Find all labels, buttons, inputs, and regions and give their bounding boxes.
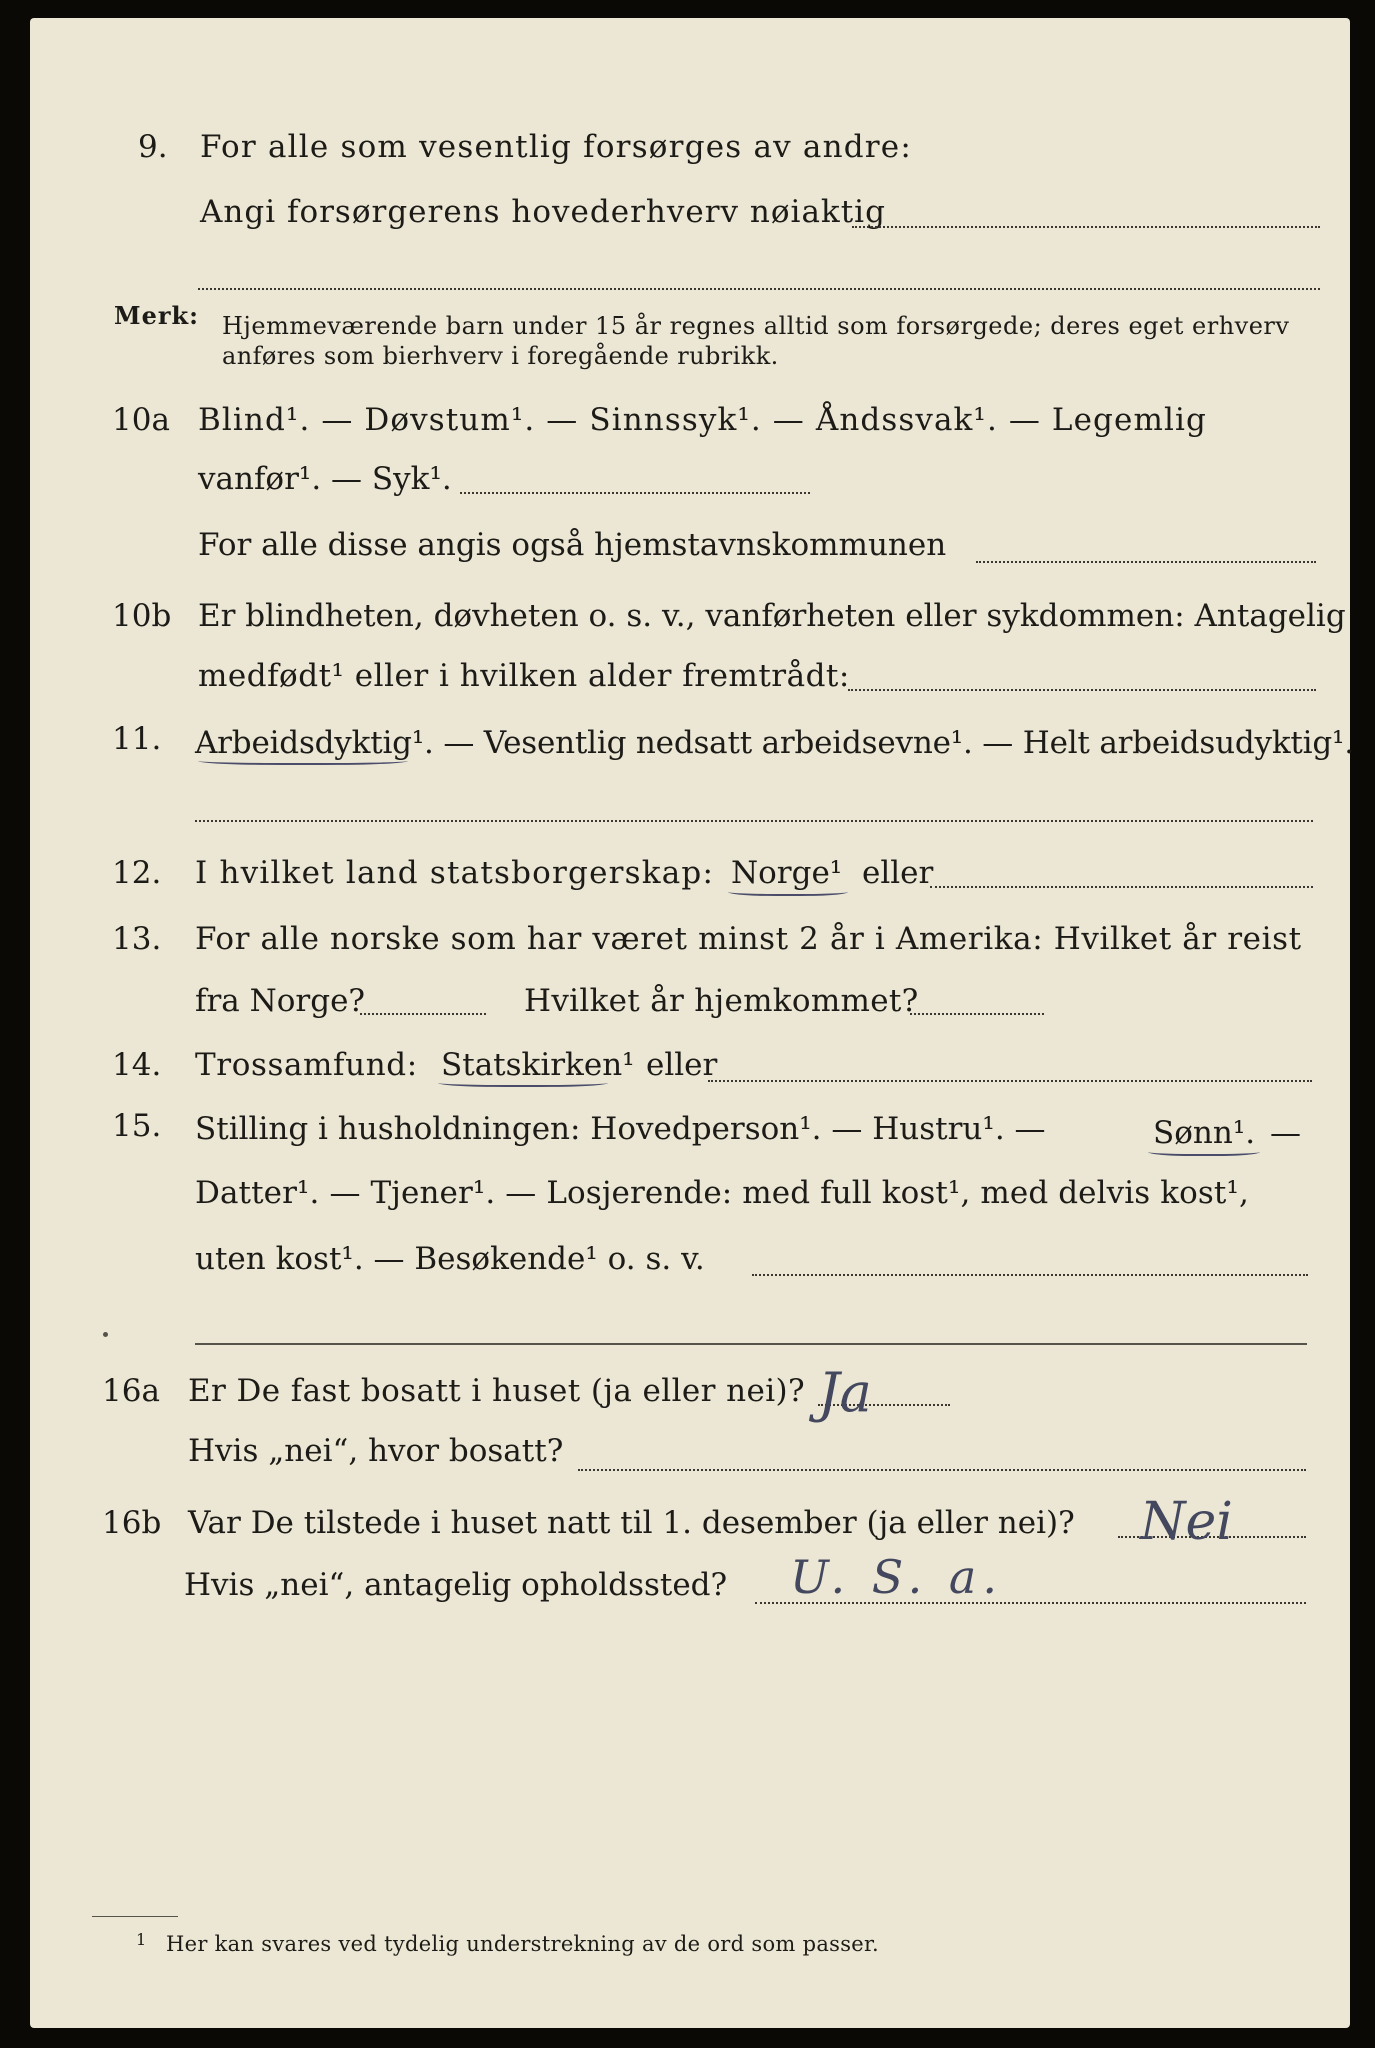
q16a-line2: Hvis „nei“, hvor bosatt? — [188, 1433, 564, 1469]
q13-reist-line — [360, 1013, 486, 1015]
q10b-line2: medfødt¹ eller i hvilken alder fremtrådt: — [198, 658, 850, 694]
q9-answer-line — [852, 226, 1320, 228]
q16b-line2: Hvis „nei“, antagelig opholdssted? — [184, 1567, 728, 1603]
q10a-hjemstavn-line — [976, 561, 1316, 563]
q15-line1-dash: — — [1270, 1115, 1301, 1151]
q9-line1: For alle som vesentlig forsørges av andre: — [200, 129, 912, 165]
q15-line1a: Stilling i husholdningen: Hovedperson¹. — Hustru¹. — — [195, 1111, 1046, 1147]
footnote-text: Her kan svares ved tydelig understrekning av de ord som passer. — [166, 1932, 880, 1956]
q13-line1: For alle norske som har været minst 2 år i Amerika: Hvilket år reist — [195, 921, 1302, 957]
q15-answer-line — [752, 1274, 1308, 1276]
q10a-number: 10a — [112, 402, 170, 438]
q16b-line1: Var De tilstede i huset natt til 1. desember (ja eller nei)? — [188, 1505, 1075, 1541]
q16b-number: 16b — [102, 1505, 162, 1541]
q16a-handwritten-answer: Ja — [818, 1361, 872, 1424]
q9-number: 9. — [138, 129, 168, 165]
footnote-mark: 1 — [136, 1930, 147, 1949]
q13-line2a: fra Norge? — [195, 983, 366, 1019]
q10a-line3: For alle disse angis også hjemstavnskommunen — [198, 527, 947, 563]
q13-line2b: Hvilket år hjemkommet? — [524, 983, 919, 1019]
q12-option-norge: Norge¹ — [731, 855, 843, 891]
q16b-handwritten-answer: Nei — [1140, 1492, 1233, 1552]
q11-answer-line — [195, 820, 1313, 822]
q11-underline-arbeidsdyktig — [198, 755, 408, 765]
q12-prefix: I hvilket land statsborgerskap: — [195, 855, 715, 891]
q10b-number: 10b — [112, 598, 172, 634]
merk-label: Merk: — [114, 301, 199, 330]
q9-answer-line-2 — [198, 288, 1320, 290]
q15-line2: Datter¹. — Tjener¹. — Losjerende: med full kost¹, med delvis kost¹, — [195, 1175, 1249, 1211]
q14-answer-line — [708, 1080, 1312, 1082]
q16b-handwritten-opholdssted: U. S. a. — [790, 1550, 1003, 1604]
q14-number: 14. — [112, 1047, 162, 1083]
q15-underline-sonn — [1148, 1146, 1260, 1156]
q16a-line1: Er De fast bosatt i huset (ja eller nei)? — [188, 1373, 806, 1409]
q10b-line1: Er blindheten, døvheten o. s. v., vanførheten eller sykdommen: Antagelig — [198, 598, 1346, 634]
footnote-separator — [92, 1916, 178, 1917]
q10a-line1: Blind¹. — Døvstum¹. — Sinnssyk¹. — Åndssvak¹. — Legemlig — [198, 402, 1207, 438]
q15-option-sonn: Sønn¹. — [1153, 1115, 1256, 1151]
q11-number: 11. — [112, 721, 162, 757]
q16a-number: 16a — [102, 1373, 160, 1409]
q15-answer-line-2 — [195, 1343, 1307, 1345]
q14-suffix: eller — [646, 1047, 718, 1083]
q12-answer-line — [930, 886, 1313, 888]
q14-option-statskirken: Statskirken¹ — [441, 1047, 635, 1083]
q10a-answer-line — [460, 492, 810, 494]
merk-line1: Hjemmeværende barn under 15 år regnes alltid som forsørgede; deres eget erhverv — [222, 312, 1290, 340]
q11-text: Arbeidsdyktig¹. — Vesentlig nedsatt arbeidsevne¹. — Helt arbeidsudyktig¹. — [195, 725, 1354, 761]
q10b-answer-line — [848, 689, 1316, 691]
q14-underline-statskirken — [438, 1077, 608, 1087]
merk-line2: anføres som bierhverv i foregående rubrikk. — [222, 342, 779, 370]
ink-speck — [103, 1332, 108, 1337]
q13-hjemkommet-line — [910, 1013, 1044, 1015]
q9-line2: Angi forsørgerens hovederhverv nøiaktig — [200, 194, 886, 230]
q12-suffix: eller — [862, 855, 934, 891]
q14-prefix: Trossamfund: — [195, 1047, 418, 1083]
q15-number: 15. — [112, 1108, 162, 1144]
q12-number: 12. — [112, 855, 162, 891]
q13-number: 13. — [112, 921, 162, 957]
q15-line3: uten kost¹. — Besøkende¹ o. s. v. — [195, 1241, 705, 1277]
q12-underline-norge — [728, 886, 848, 896]
q10a-line2: vanfør¹. — Syk¹. — [198, 461, 452, 497]
q16a-bosatt-line — [578, 1469, 1306, 1471]
